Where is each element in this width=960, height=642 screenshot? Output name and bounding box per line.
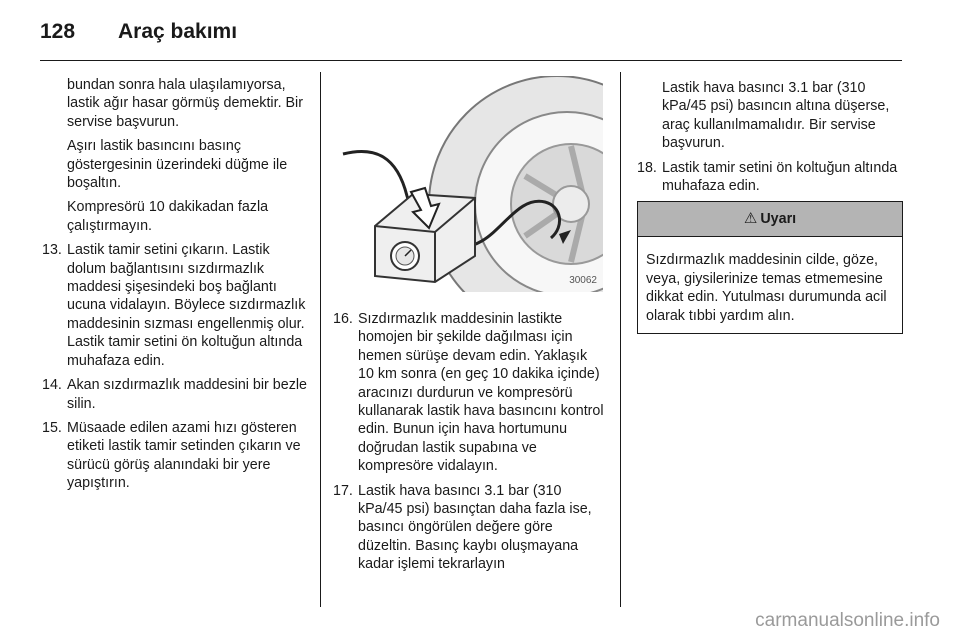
header-rule (40, 60, 902, 61)
item-text: Sızdırmazlık maddesinin lastikte homojen bir şekilde dağılması için hemen sürüşe devam edin. Yaklaşık 10 km sonra (en geç 10 dakika içinde) aracınızı durdurun ve kompresörü kullanarak lastik hava basıncını kontrol edin. Bunun için hava hortumunu doğrudan lastik supabına ve kompresöre vidalayın. (358, 311, 604, 475)
item-text: Lastik tamir setini ön koltuğun altında muhafaza edin. (662, 159, 898, 195)
list-item (42, 376, 310, 413)
warning-triangle-icon: ⚠ (743, 210, 758, 228)
page-number: 128 (40, 20, 76, 43)
column-divider-2 (620, 72, 621, 607)
item-number: 14. (42, 377, 62, 394)
list-item (333, 482, 605, 574)
warning-title: Uyarı (760, 211, 797, 228)
column-3 (637, 79, 903, 334)
warning-text: Sızdırmazlık maddesinin cilde, göze, veya, giysilerinize temas etmemesine dikkat edin. Yutulması durumunda acil olarak tıbbi yardım alın. (646, 252, 887, 324)
item-number: 16. (333, 311, 353, 327)
paragraph-deflate: Aşırı lastik basıncını basınç göstergesinin üzerindeki düğme ile boşaltın. (67, 138, 288, 192)
compressor-tire-drawing (335, 76, 603, 292)
warning-box (637, 201, 903, 334)
page-header (40, 14, 910, 50)
paragraph-compressor-limit: Kompresörü 10 dakikadan fazla çalıştırmayın. (67, 199, 269, 234)
list-item (42, 419, 310, 493)
item-number: 18. (637, 159, 657, 176)
list-item (637, 159, 903, 196)
figure-code: 30062 (569, 274, 597, 286)
tire-repair-kit-illustration (335, 76, 603, 292)
item-text: Lastik hava basıncı 3.1 bar (310 kPa/45 psi) basınçtan daha fazla ise, basıncı öngörülen değere göre düzeltin. Basınç kaybı oluşmayana kadar işlemi tekrarlayın (358, 482, 592, 573)
item-number: 13. (42, 242, 62, 259)
list-item (42, 241, 310, 370)
paragraph-continuation: bundan sonra hala ulaşılamıyorsa, lastik ağır hasar görmüş demektir. Bir servise başvurun. (67, 77, 303, 130)
page-title: Araç bakımı (118, 20, 238, 43)
watermark: carmanualsonline.info (755, 610, 940, 631)
list-item (333, 310, 605, 476)
column-divider-1 (320, 72, 321, 607)
item-number: 15. (42, 419, 62, 436)
item-number: 17. (333, 482, 353, 499)
warning-header (638, 202, 902, 237)
paragraph-low-pressure: Lastik hava basıncı 3.1 bar (310 kPa/45 psi) basıncın altına düşerse, araç kullanılmamalıdır. Bir servise başvurun. (662, 80, 890, 152)
column-1 (42, 76, 310, 499)
item-text: Akan sızdırmazlık maddesini bir bezle silin. (67, 377, 307, 412)
column-2 (333, 76, 605, 580)
item-text: Lastik tamir setini çıkarın. Lastik dolum bağlantısını sızdırmazlık maddesi şişesindeki boş bağlantı ucuna vidalayın. Böylece sızdırmazlık maddesinin sızması engellenmiş olur. Lastik tamir setini ön koltuğun altında muhafaza edin. (67, 242, 306, 369)
item-text: Müsaade edilen azami hızı gösteren etiketi lastik tamir setinden çıkarın ve sürücü görüş alanındaki bir yere yapıştırın. (67, 419, 301, 492)
